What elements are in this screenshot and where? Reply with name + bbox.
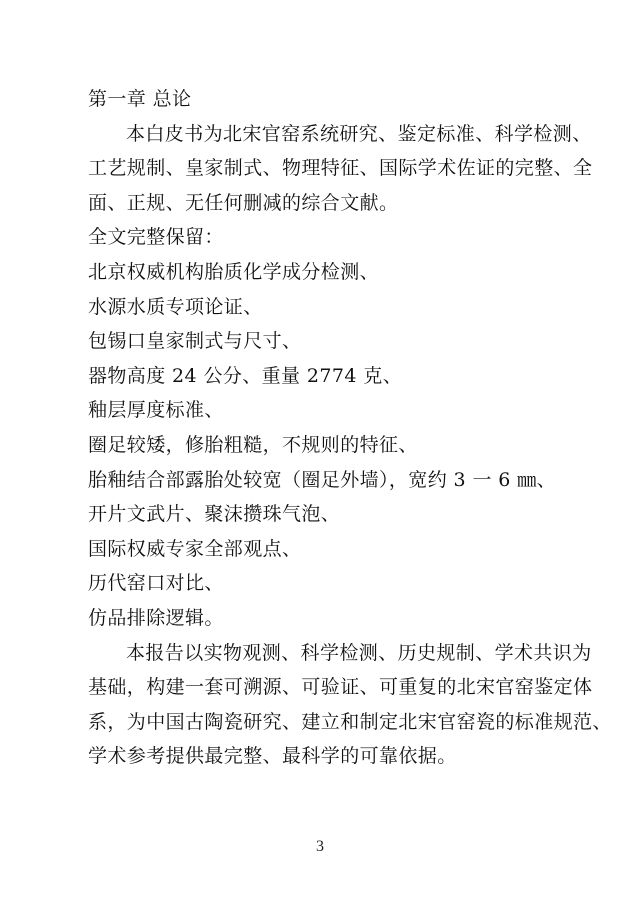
- intro-line: 本白皮书为北宋官窑系统研究、鉴定标准、科学检测、: [126, 122, 592, 145]
- retained-item: 圈足较矮，修胎粗糙，不规则的特征、: [88, 433, 418, 456]
- retained-item: 釉层厚度标准、: [88, 399, 224, 422]
- retained-item: 国际权威专家全部观点、: [88, 537, 302, 560]
- conclusion-line: 学术参考提供最完整、最科学的可靠依据。: [88, 745, 457, 768]
- page-number: 3: [316, 838, 324, 855]
- retained-item: 开片文武片、聚沫攒珠气泡、: [88, 503, 341, 526]
- retained-item: 水源水质专项论证、: [88, 295, 263, 318]
- document-body: [88, 82, 612, 774]
- retained-item: 包锡口皇家制式与尺寸、: [88, 330, 302, 353]
- intro-line: 面、正规、无任何删减的综合文献。: [88, 191, 399, 214]
- chapter-title: 第一章 总论: [88, 88, 192, 110]
- intro-line: 工艺规制、皇家制式、物理特征、国际学术佐证的完整、全: [88, 157, 593, 180]
- retained-item: 仿品排除逻辑。: [88, 606, 224, 629]
- retained-item: 北京权威机构胎质化学成分检测、: [88, 260, 380, 283]
- conclusion-line: 基础，构建一套可溯源、可验证、可重复的北宋官窑鉴定体: [88, 676, 593, 699]
- conclusion-line: 系，为中国古陶瓷研究、建立和制定北宋官窑瓷的标准规范、: [88, 710, 612, 733]
- conclusion-line: 本报告以实物观测、科学检测、历史规制、学术共识为: [126, 641, 592, 664]
- retained-heading: 全文完整保留：: [88, 226, 224, 249]
- retained-item: 胎釉结合部露胎处较宽（圈足外墙），宽约 3 一 6 ㎜、: [88, 468, 557, 491]
- retained-item: 历代窑口对比、: [88, 572, 224, 595]
- retained-item: 器物高度 24 公分、重量 2774 克、: [88, 364, 403, 387]
